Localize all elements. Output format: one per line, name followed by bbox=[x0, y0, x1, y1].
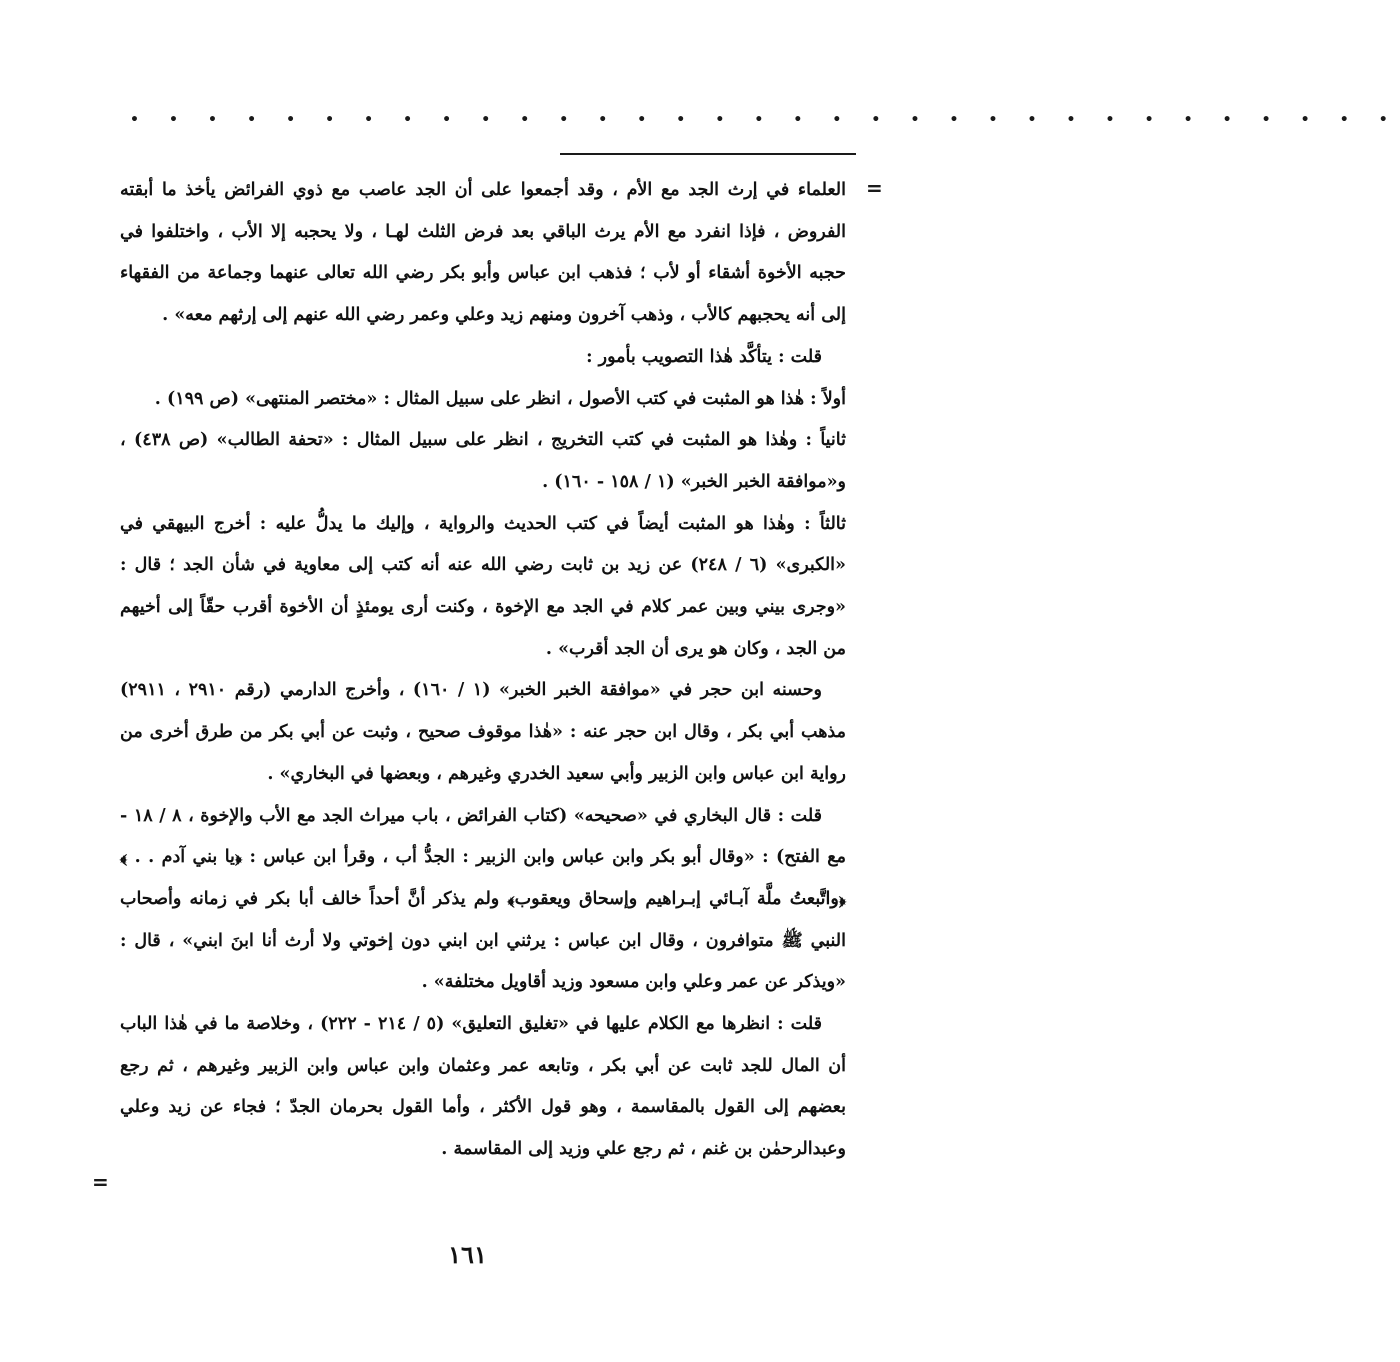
footnote-paragraph-continuation: العلماء في إرث الجد مع الأم ، وقد أجمعوا على أن الجد عاصب مع ذوي الفرائض يأخذ ما أبقته الفروض ، فإذا انفرد مع الأم يرث الباقي بعد فرض الثلث لهـا ، ولا يحجبه إلا الأب ، واختلفوا في حجبه الأخوة أشقاء أو لأب ؛ فذهب ابن عباس وأبو بكر رضي الله تعالى عنهما وجماعة من الفقهاء إلى أنه يحجبهم كالأب ، وذهب آخرون ومنهم زيد وعلي وعمر رضي الله عنهم إلى إرثهم معه» . bbox=[120, 180, 846, 326]
footnote-body bbox=[120, 170, 846, 1171]
footnote-paragraph-third-point: ثالثاً : وهٰذا هو المثبت أيضاً في كتب الحديث والرواية ، وإليك ما يدلُّ عليه : أخرج البيهقي في «الكبرى» (٦ / ٢٤٨) عن زيد بن ثابت رضي الله عنه أنه كتب إلى معاوية في شأن الجد ؛ قال : «وجرى بيني وبين عمر كلام في الجد مع الإخوة ، وكنت أرى يومئذٍ أن الأخوة أقرب حقّاً إلى أخيهم من الجد ، وكان هو يرى أن الجد أقرب» . bbox=[120, 513, 846, 659]
continuation-marker-bottom: = bbox=[92, 1170, 109, 1194]
footnote-paragraph-qult-intro: قلت : يتأكَّد هٰذا التصويب بأمور : bbox=[586, 346, 822, 367]
footnote-paragraph-bukhari: قلت : قال البخاري في «صحيحه» (كتاب الفرائض ، باب ميراث الجد مع الأب والإخوة ، ٨ / ١٨ - مع الفتح) : «وقال أبو بكر وابن عباس وابن الزبير : الجدُّ أب ، وقرأ ابن عباس : ﴿يا بني آدم . . ﴾ ﴿واتَّبعتُ ملَّة آبـائي إبـراهيم وإسحاق ويعقوب﴾ ولم يذكر أنَّ أحداً خالف أبا بكر في زمانه وأصحاب النبي ﷺ متوافرون ، وقال ابن عباس : يرثني ابن ابني دون إخوتي ولا أرث أنا ابنَ ابني» ، قال : «ويذكر عن عمر وعلي وابن مسعود وزيد أقاويل مختلفة» . bbox=[120, 805, 846, 993]
page-number: ١٦١ bbox=[448, 1240, 487, 1269]
footnote-paragraph-conclusion: قلت : انظرها مع الكلام عليها في «تغليق التعليق» (٥ / ٢١٤ - ٢٢٢) ، وخلاصة ما في هٰذا الباب أن المال للجد ثابت عن أبي بكر ، وتابعه عمر وعثمان وابن عباس وابن الزبير وغيرهم ، ثم رجع بعضهم إلى القول بالمقاسمة ، وهو قول الأكثر ، وأما القول بحرمان الجدّ ؛ فجاء عن زيد وعلي وعبدالرحمٰن بن غنم ، ثم رجع علي وزيد إلى المقاسمة . bbox=[120, 1014, 846, 1160]
footnote-paragraph-second-point: ثانياً : وهٰذا هو المثبت في كتب التخريج ، انظر على سبيل المثال : «تحفة الطالب» (ص ٤٣٨) ، و«موافقة الخبر الخبر» (١ / ١٥٨ - ١٦٠) . bbox=[120, 430, 847, 492]
footnote-separator-line bbox=[560, 153, 856, 155]
footnote-separator-dots: • • • • • • • • • • • • • • • • • • • • • • • • • • • • • • • • • bbox=[130, 112, 1400, 128]
footnote-paragraph-ibn-hajar: وحسنه ابن حجر في «موافقة الخبر الخبر» (١ / ١٦٠) ، وأخرج الدارمي (رقم ٢٩١٠ ، ٢٩١١) مذهب أبي بكر ، وقال ابن حجر عنه : «هٰذا موقوف صحيح ، وثبت عن أبي بكر من طرق أخرى من رواية ابن عباس وابن الزبير وأبي سعيد الخدري وغيرهم ، وبعضها في البخاري» . bbox=[120, 680, 846, 784]
footnote-paragraph-first-point: أولاً : هٰذا هو المثبت في كتب الأصول ، انظر على سبيل المثال : «مختصر المنتهى» (ص ١٩٩) . bbox=[154, 388, 846, 409]
continuation-marker-top: = bbox=[866, 176, 883, 200]
